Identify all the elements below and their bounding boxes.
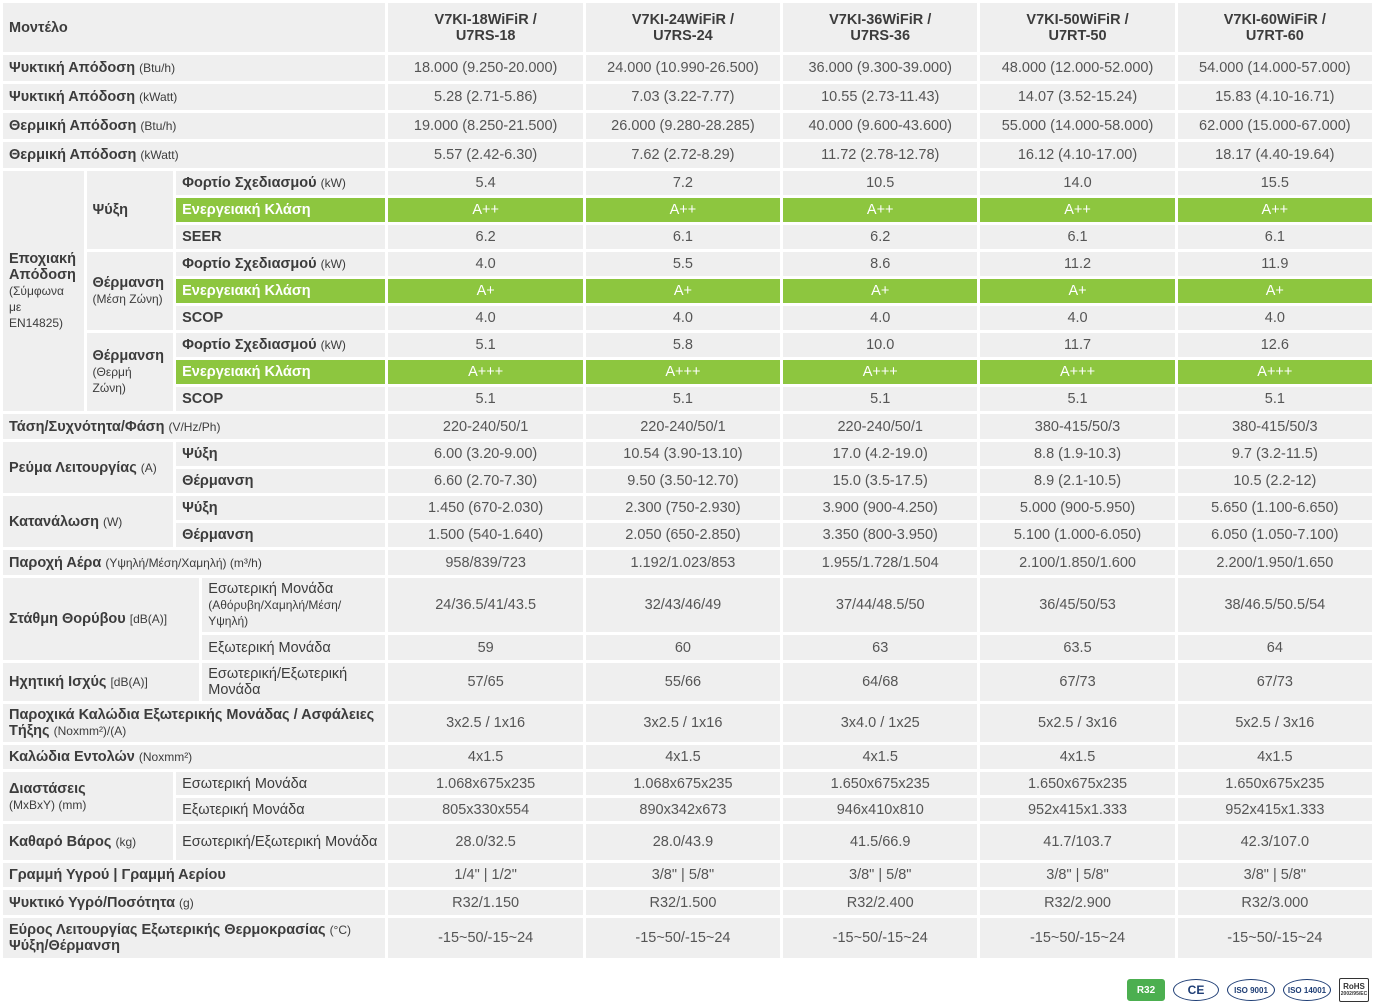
spec-row (3, 890, 1372, 915)
value-cell: 1.068x675x235 (586, 772, 780, 795)
value-cell: 5.28 (2.71-5.86) (388, 84, 582, 110)
value-cell: -15~50/-15~24 (586, 918, 780, 958)
power-label (3, 496, 173, 547)
power-title: Κατανάλωση (9, 513, 99, 530)
model-name-line2: U7RT-60 (1245, 27, 1304, 44)
current-title: Ρεύμα Λειτουργίας (9, 459, 137, 476)
value-cell: 41.7/103.7 (980, 824, 1174, 860)
value-cell: A+++ (388, 360, 582, 384)
value-cell: 6.60 (2.70-7.30) (388, 469, 582, 493)
value-cell: 18.17 (4.40-19.64) (1178, 142, 1372, 168)
value-cell: 952x415x1.333 (1178, 798, 1372, 821)
model-name (586, 3, 780, 52)
value-cell: 5.8 (586, 333, 780, 357)
value-cell: A+ (388, 279, 582, 303)
value-cell: 10.55 (2.73-11.43) (783, 84, 977, 110)
dimensions-outdoor-label: Εξωτερική Μονάδα (176, 798, 385, 821)
design-load-title: Φορτίο Σχεδιασμού (182, 256, 317, 272)
spec-row (3, 333, 1372, 357)
value-cell: 59 (388, 635, 582, 660)
value-cell: 37/44/48.5/50 (783, 578, 977, 632)
spec-row (3, 414, 1372, 439)
lines-label (3, 863, 385, 887)
model-header-label: Μοντέλο (3, 3, 385, 52)
value-cell: 5.5 (586, 252, 780, 276)
value-cell: R32/1.150 (388, 890, 582, 915)
value-cell: 4x1.5 (783, 745, 977, 769)
value-cell: A+++ (586, 360, 780, 384)
value-cell: 2.050 (650-2.850) (586, 523, 780, 547)
value-cell: 4.0 (388, 306, 582, 330)
value-cell: 3/8" | 5/8" (586, 863, 780, 887)
value-cell: 26.000 (9.280-28.285) (586, 113, 780, 139)
spec-row (3, 578, 1372, 632)
power-cool-label: Ψύξη (176, 496, 385, 520)
spec-row (3, 225, 1372, 249)
airflow-unit: (Υψηλή/Μέση/Χαμηλή) (m³/h) (105, 555, 262, 570)
model-name (1178, 3, 1372, 52)
value-cell: 380-415/50/3 (980, 414, 1174, 439)
seasonal-group-cooling (87, 171, 174, 249)
value-cell: 1.955/1.728/1.504 (783, 550, 977, 575)
value-cell: 40.000 (9.600-43.600) (783, 113, 977, 139)
value-cell: 11.2 (980, 252, 1174, 276)
value-cell: 17.0 (4.2-19.0) (783, 442, 977, 466)
value-cell: 38/46.5/50.5/54 (1178, 578, 1372, 632)
value-cell: 9.7 (3.2-11.5) (1178, 442, 1372, 466)
seasonal-group-title: Ψύξη (92, 202, 129, 218)
value-cell: 24.000 (10.990-26.500) (586, 55, 780, 81)
value-cell: 15.0 (3.5-17.5) (783, 469, 977, 493)
value-cell: 5.000 (900-5.950) (980, 496, 1174, 520)
value-cell: 16.12 (4.10-17.00) (980, 142, 1174, 168)
noise-label (3, 578, 199, 660)
value-cell: 7.62 (2.72-8.29) (586, 142, 780, 168)
value-cell: 5.1 (586, 387, 780, 411)
value-cell: 1.500 (540-1.640) (388, 523, 582, 547)
value-cell: A++ (586, 198, 780, 222)
value-cell: 5.1 (980, 387, 1174, 411)
rohs-badge (1339, 978, 1369, 1002)
value-cell: 15.83 (4.10-16.71) (1178, 84, 1372, 110)
value-cell: 4.0 (388, 252, 582, 276)
value-cell: A+ (1178, 279, 1372, 303)
value-cell: 5.1 (1178, 387, 1372, 411)
value-cell: 5.100 (1.000-6.050) (980, 523, 1174, 547)
value-cell: 6.050 (1.050-7.100) (1178, 523, 1372, 547)
rohs-directive: 2002/95/EC (1340, 991, 1368, 997)
value-cell: 28.0/32.5 (388, 824, 582, 860)
value-cell: 4.0 (586, 306, 780, 330)
value-cell: 380-415/50/3 (1178, 414, 1372, 439)
voltage-unit: (V/Hz/Ph) (168, 419, 221, 434)
noise-unit: [dB(A)] (129, 612, 168, 626)
weight-label (3, 824, 173, 860)
refrigerant-title: Ψυκτικό Υγρό/Ποσότητα (9, 894, 175, 911)
value-cell: 5.650 (1.100-6.650) (1178, 496, 1372, 520)
seasonal-group-title: Θέρμανση (92, 348, 164, 364)
value-cell: 4x1.5 (586, 745, 780, 769)
value-cell: A+ (586, 279, 780, 303)
rohs-label: RoHS (1343, 982, 1365, 991)
value-cell: 4.0 (783, 306, 977, 330)
current-label (3, 442, 173, 493)
value-cell: 7.2 (586, 171, 780, 195)
refrigerant-unit: (g) (179, 895, 194, 910)
value-cell: 11.9 (1178, 252, 1372, 276)
value-cell: 64/68 (783, 663, 977, 701)
sound-power-unit: [dB(A)] (110, 675, 148, 689)
value-cell: 11.72 (2.78-12.78) (783, 142, 977, 168)
model-name-line1: V7KI-60WiFiR / (1223, 11, 1326, 28)
spec-row (3, 387, 1372, 411)
model-name-line1: V7KI-36WiFiR / (829, 11, 932, 28)
seasonal-group-heating_avg (87, 252, 174, 330)
heating-kw-title: Θερμική Απόδοση (9, 147, 137, 163)
spec-row (3, 523, 1372, 547)
design-load-label (176, 171, 385, 195)
seasonal-group-heating_warm (87, 333, 174, 411)
value-cell: 11.7 (980, 333, 1174, 357)
voltage-label (3, 414, 385, 439)
value-cell: A++ (783, 198, 977, 222)
current-heat-label: Θέρμανση (176, 469, 385, 493)
heating-btu-label (3, 113, 385, 139)
command-cables-title: Καλώδια Εντολών (9, 749, 135, 765)
spec-row (3, 442, 1372, 466)
design-load-unit: (kW) (320, 176, 346, 190)
value-cell: 19.000 (8.250-21.500) (388, 113, 582, 139)
value-cell: 8.9 (2.1-10.5) (980, 469, 1174, 493)
spec-row (3, 469, 1372, 493)
ce-mark-icon: CE (1173, 979, 1219, 1001)
value-cell: 41.5/66.9 (783, 824, 977, 860)
noise-indoor-note: (Αθόρυβη/Χαμηλή/Μέση/Υψηλή) (208, 598, 342, 628)
value-cell: A++ (1178, 198, 1372, 222)
dimensions-title: Διαστάσεις (9, 780, 86, 797)
command-cables-unit: (Noxmm²) (138, 750, 193, 764)
supply-cables-unit: (Noxmm²)/(A) (53, 724, 127, 738)
model-name (783, 3, 977, 52)
spec-row (3, 198, 1372, 222)
value-cell: 6.1 (586, 225, 780, 249)
sound-power-label (3, 663, 199, 701)
value-cell: -15~50/-15~24 (980, 918, 1174, 958)
value-cell: 14.07 (3.52-15.24) (980, 84, 1174, 110)
value-cell: 220-240/50/1 (783, 414, 977, 439)
value-cell: 5x2.5 / 3x16 (1178, 704, 1372, 742)
lines-title: Γραμμή Υγρού | Γραμμή Αερίου (9, 867, 226, 883)
value-cell: A+ (980, 279, 1174, 303)
value-cell: 890x342x673 (586, 798, 780, 821)
range-unit: (°C) (329, 923, 352, 937)
value-cell: -15~50/-15~24 (783, 918, 977, 958)
spec-row (3, 171, 1372, 195)
value-cell: 3x2.5 / 1x16 (586, 704, 780, 742)
value-cell: 1.650x675x235 (980, 772, 1174, 795)
voltage-title: Τάση/Συχνότητα/Φάση (9, 418, 165, 435)
value-cell: 4x1.5 (1178, 745, 1372, 769)
spec-row (3, 113, 1372, 139)
value-cell: A+++ (783, 360, 977, 384)
value-cell: 6.1 (980, 225, 1174, 249)
value-cell: R32/3.000 (1178, 890, 1372, 915)
spec-row (3, 798, 1372, 821)
power-heat-label: Θέρμανση (176, 523, 385, 547)
value-cell: 64 (1178, 635, 1372, 660)
value-cell: 10.5 (2.2-12) (1178, 469, 1372, 493)
value-cell: A+ (783, 279, 977, 303)
value-cell: 1.450 (670-2.030) (388, 496, 582, 520)
current-unit: (A) (140, 460, 157, 475)
power-unit: (W) (102, 514, 123, 529)
noise-outdoor-label: Εξωτερική Μονάδα (202, 635, 385, 660)
energy-class-label: Ενεργειακή Κλάση (176, 360, 385, 384)
spec-row (3, 745, 1372, 769)
value-cell: 4.0 (980, 306, 1174, 330)
cooling-kw-label (3, 84, 385, 110)
spec-row (3, 84, 1372, 110)
value-cell: 10.54 (3.90-13.10) (586, 442, 780, 466)
spec-row (3, 306, 1372, 330)
value-cell: A++ (980, 198, 1174, 222)
value-cell: 5.1 (388, 387, 582, 411)
value-cell: 1.650x675x235 (783, 772, 977, 795)
value-cell: 3x2.5 / 1x16 (388, 704, 582, 742)
sound-power-title: Ηχητική Ισχύς (9, 674, 107, 690)
design-load-title: Φορτίο Σχεδιασμού (182, 175, 317, 191)
current-cool-label: Ψύξη (176, 442, 385, 466)
value-cell: 2.100/1.850/1.600 (980, 550, 1174, 575)
value-cell: 1.650x675x235 (1178, 772, 1372, 795)
value-cell: 4x1.5 (388, 745, 582, 769)
value-cell: 60 (586, 635, 780, 660)
value-cell: 67/73 (980, 663, 1174, 701)
model-name-line2: U7RS-18 (455, 27, 516, 44)
spec-row (3, 496, 1372, 520)
model-name (980, 3, 1174, 52)
design-load-unit: (kW) (320, 257, 346, 271)
value-cell: 12.6 (1178, 333, 1372, 357)
value-cell: 54.000 (14.000-57.000) (1178, 55, 1372, 81)
model-name-line1: V7KI-50WiFiR / (1026, 11, 1129, 28)
value-cell: 8.6 (783, 252, 977, 276)
value-cell: 5.57 (2.42-6.30) (388, 142, 582, 168)
value-cell: 24/36.5/41/43.5 (388, 578, 582, 632)
value-cell: 2.200/1.950/1.650 (1178, 550, 1372, 575)
supply-cables-label (3, 704, 385, 742)
weight-unit: (kg) (115, 835, 137, 849)
design-load-unit: (kW) (320, 338, 346, 352)
noise-title: Στάθμη Θορύβου (9, 611, 126, 627)
value-cell: A+++ (980, 360, 1174, 384)
value-cell: 6.00 (3.20-9.00) (388, 442, 582, 466)
dimensions-label (3, 772, 173, 821)
spec-row (3, 550, 1372, 575)
efficiency-label: SCOP (176, 387, 385, 411)
dimensions-indoor-label: Εσωτερική Μονάδα (176, 772, 385, 795)
model-name-line1: V7KI-24WiFiR / (631, 11, 735, 28)
value-cell: 1.068x675x235 (388, 772, 582, 795)
value-cell: 952x415x1.333 (980, 798, 1174, 821)
value-cell: 3.350 (800-3.950) (783, 523, 977, 547)
r32-badge: R32 (1127, 979, 1165, 1001)
value-cell: 32/43/46/49 (586, 578, 780, 632)
value-cell: 2.300 (750-2.930) (586, 496, 780, 520)
value-cell: 55/66 (586, 663, 780, 701)
value-cell: A+++ (1178, 360, 1372, 384)
value-cell: -15~50/-15~24 (388, 918, 582, 958)
design-load-label (176, 333, 385, 357)
value-cell: 220-240/50/1 (586, 414, 780, 439)
dimensions-unit: (ΜxΒxΥ) (mm) (9, 797, 87, 812)
heating-kw-unit: (kWatt) (140, 148, 179, 162)
heating-btu-unit: (Btu/h) (140, 119, 177, 133)
value-cell: R32/2.900 (980, 890, 1174, 915)
efficiency-label: SCOP (176, 306, 385, 330)
seasonal-group-note: (Θερμή Ζώνη) (92, 365, 132, 395)
iso9001-badge: ISO 9001 (1227, 979, 1275, 1001)
seasonal-group-title: Θέρμανση (92, 275, 164, 291)
noise-indoor-title: Εσωτερική Μονάδα (208, 581, 334, 597)
efficiency-label: SEER (176, 225, 385, 249)
value-cell: 48.000 (12.000-52.000) (980, 55, 1174, 81)
range-label (3, 918, 385, 958)
value-cell: 3x4.0 / 1x25 (783, 704, 977, 742)
value-cell: 6.2 (783, 225, 977, 249)
cooling-btu-title: Ψυκτική Απόδοση (9, 60, 136, 76)
value-cell: 55.000 (14.000-58.000) (980, 113, 1174, 139)
model-name-line2: U7RS-36 (850, 27, 911, 44)
value-cell: 10.5 (783, 171, 977, 195)
value-cell: 958/839/723 (388, 550, 582, 575)
design-load-label (176, 252, 385, 276)
value-cell: 220-240/50/1 (388, 414, 582, 439)
spec-row (3, 863, 1372, 887)
certification-badges (1127, 978, 1369, 1002)
value-cell: 3/8" | 5/8" (783, 863, 977, 887)
cooling-kw-unit: (kWatt) (139, 90, 178, 104)
weight-title: Καθαρό Βάρος (9, 834, 112, 850)
spec-row (3, 772, 1372, 795)
value-cell: 15.5 (1178, 171, 1372, 195)
spec-row (3, 142, 1372, 168)
weight-sub-label: Εσωτερική/Εξωτερική Μονάδα (176, 824, 385, 860)
spec-row (3, 360, 1372, 384)
spec-row (3, 55, 1372, 81)
value-cell: R32/1.500 (586, 890, 780, 915)
value-cell: 4.0 (1178, 306, 1372, 330)
value-cell: 3/8" | 5/8" (980, 863, 1174, 887)
spec-row (3, 279, 1372, 303)
value-cell: 5.4 (388, 171, 582, 195)
airflow-label (3, 550, 385, 575)
command-cables-label (3, 745, 385, 769)
spec-row (3, 3, 1372, 52)
noise-indoor-label (202, 578, 385, 632)
value-cell: A++ (388, 198, 582, 222)
value-cell: 946x410x810 (783, 798, 977, 821)
cooling-btu-label (3, 55, 385, 81)
value-cell: R32/2.400 (783, 890, 977, 915)
value-cell: 18.000 (9.250-20.000) (388, 55, 582, 81)
energy-class-label: Ενεργειακή Κλάση (176, 279, 385, 303)
value-cell: 28.0/43.9 (586, 824, 780, 860)
value-cell: 57/65 (388, 663, 582, 701)
value-cell: 6.2 (388, 225, 582, 249)
heating-btu-title: Θερμική Απόδοση (9, 118, 137, 134)
value-cell: 5x2.5 / 3x16 (980, 704, 1174, 742)
model-name-line1: V7KI-18WiFiR / (434, 11, 537, 28)
value-cell: 5.1 (388, 333, 582, 357)
value-cell: 67/73 (1178, 663, 1372, 701)
design-load-title: Φορτίο Σχεδιασμού (182, 337, 317, 353)
range-title-2: Ψύξη/Θέρμανση (9, 938, 120, 954)
value-cell: -15~50/-15~24 (1178, 918, 1372, 958)
seasonal-label (3, 171, 84, 411)
value-cell: 62.000 (15.000-67.000) (1178, 113, 1372, 139)
refrigerant-label (3, 890, 385, 915)
model-name (388, 3, 582, 52)
cooling-btu-unit: (Btu/h) (139, 61, 176, 75)
heating-kw-label (3, 142, 385, 168)
iso14001-badge: ISO 14001 (1283, 979, 1331, 1001)
seasonal-note: (Σύμφωνα με EN14825) (9, 284, 64, 330)
value-cell: 10.0 (783, 333, 977, 357)
spec-row (3, 635, 1372, 660)
value-cell: 9.50 (3.50-12.70) (586, 469, 780, 493)
energy-class-label: Ενεργειακή Κλάση (176, 198, 385, 222)
value-cell: 36.000 (9.300-39.000) (783, 55, 977, 81)
value-cell: 7.03 (3.22-7.77) (586, 84, 780, 110)
cooling-kw-title: Ψυκτική Απόδοση (9, 89, 136, 105)
spec-row (3, 824, 1372, 860)
value-cell: 42.3/107.0 (1178, 824, 1372, 860)
airflow-title: Παροχή Αέρα (9, 554, 102, 571)
supply-cables-title: Παροχικά Καλώδια Εξωτερικής Μονάδας / Ασφάλειες Τήξης (9, 707, 375, 739)
value-cell: 1/4" | 1/2" (388, 863, 582, 887)
sound-power-sub-label: Εσωτερική/Εξωτερική Μονάδα (202, 663, 385, 701)
value-cell: 3.900 (900-4.250) (783, 496, 977, 520)
model-name-line2: U7RT-50 (1048, 27, 1107, 44)
range-title: Εύρος Λειτουργίας Εξωτερικής Θερμοκρασίας (9, 922, 326, 938)
spec-row (3, 918, 1372, 958)
value-cell: 36/45/50/53 (980, 578, 1174, 632)
value-cell: 1.192/1.023/853 (586, 550, 780, 575)
seasonal-group-note: (Μέση Ζώνη) (92, 292, 163, 306)
value-cell: 8.8 (1.9-10.3) (980, 442, 1174, 466)
value-cell: 63.5 (980, 635, 1174, 660)
spec-row (3, 252, 1372, 276)
value-cell: 5.1 (783, 387, 977, 411)
spec-row (3, 704, 1372, 742)
value-cell: 4x1.5 (980, 745, 1174, 769)
value-cell: 805x330x554 (388, 798, 582, 821)
seasonal-title: Εποχιακή Απόδοση (9, 251, 76, 283)
value-cell: 3/8" | 5/8" (1178, 863, 1372, 887)
value-cell: 63 (783, 635, 977, 660)
model-name-line2: U7RS-24 (653, 27, 713, 44)
value-cell: 6.1 (1178, 225, 1372, 249)
value-cell: 14.0 (980, 171, 1174, 195)
spec-row (3, 663, 1372, 701)
